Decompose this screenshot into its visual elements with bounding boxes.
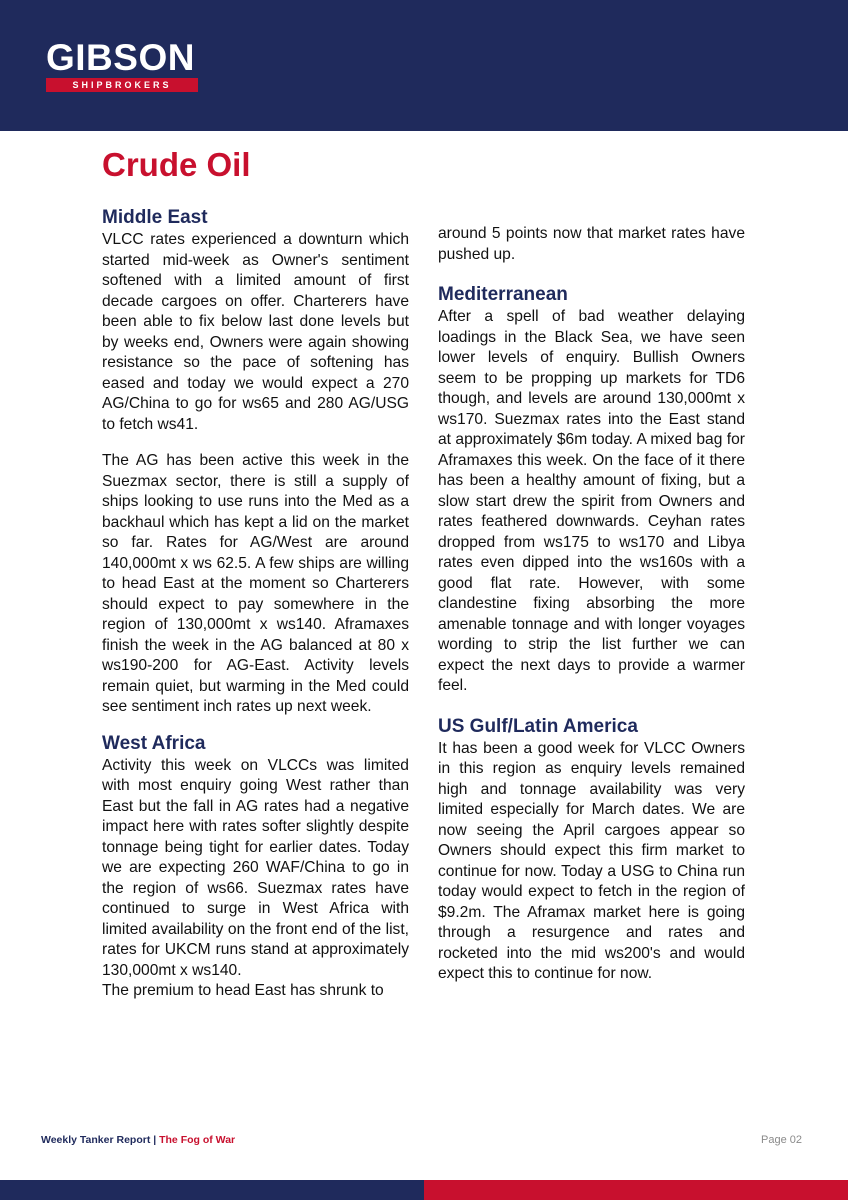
mediterranean-paragraph: After a spell of bad weather delaying loadings in the Black Sea, we have seen lower levels of enquiry. Bullish Owners seem to be propping up markets for TD6 though, and levels are around 130,000mt x ws170. Suezmax rates into the East stand at approximately $6m today. A mixed bag for Aframaxes this week. On the face of it there has been a healthy amount of fixing, but a slow start drew the spirit from Owners and rates feathered downwards. Ceyhan rates dropped from ws175 to ws170 and Libya rates even dipped into the ws160s with a good flat rate. However, with some clandestine fixing absorbing the more amenable tonnage and with longer voyages wording to strip the list further we can expect the next days to provide a warmer feel.: [438, 308, 745, 694]
west-africa-paragraph-2-continued: around 5 points now that market rates have pushed up.: [438, 225, 745, 263]
middle-east-paragraph-1: VLCC rates experienced a downturn which started mid-week as Owner's sentiment softened with a limited amount of first decade cargoes on offer. Charterers have been able to fix below last done levels but by weeks end, Owners were again showing resistance so the pace of softening has eased and today we would expect a 270 AG/China to go for ws65 and 280 AG/USG to fetch ws41.: [102, 231, 409, 433]
header-banner: [0, 0, 848, 131]
left-column: [102, 206, 409, 1002]
logo-subtitle: SHIPBROKERS: [46, 78, 198, 92]
footer-bar-blue: [0, 1180, 424, 1200]
section-heading-us-gulf: US Gulf/Latin America: [438, 715, 638, 737]
west-africa-paragraph-1: Activity this week on VLCCs was limited with most enquiry going West rather than East but the fall in AG rates had a negative impact here with rates softer slightly despite tonnage being tight for earlier dates. Today we are expecting 260 WAF/China to go in the region of ws66. Suezmax rates have continued to surge in West Africa with limited availability on the front end of the list, rates for UKCM runs stand at approximately 130,000mt x ws140.: [102, 756, 409, 979]
footer-edition-title: The Fog of War: [159, 1134, 236, 1146]
west-africa-paragraph-2-start: The premium to head East has shrunk to: [102, 982, 384, 999]
footer-report-title: [41, 1134, 235, 1146]
section-heading-mediterranean: Mediterranean: [438, 284, 568, 305]
footer-separator: |: [150, 1134, 160, 1146]
middle-east-paragraph-2: The AG has been active this week in the Suezmax sector, there is still a supply of ships looking to use runs into the Med as a backhaul which has kept a lid on the market so far. Rates for AG/West are around 140,000mt x ws 62.5. A few ships are willing to head East at the moment so Charterers should expect to pay somewhere in the region of 130,000mt x ws140. Aframaxes finish the week in the AG balanced at 80 x ws190-200 for AG-East. Activity levels remain quiet, but warming in the Med could see sentiment inch rates up next week.: [102, 452, 409, 715]
gibson-logo: [46, 38, 206, 92]
logo-wordmark: GIBSON: [46, 37, 195, 78]
right-column: [438, 224, 745, 985]
page-title: Crude Oil: [102, 146, 251, 183]
page-number: Page 02: [761, 1134, 802, 1146]
us-gulf-paragraph: It has been a good week for VLCC Owners in this region as enquiry levels remained high and tonnage availability was very limited especially for March dates. We are now seeing the April cargoes appear so Owners should expect this firm market to continue for now. Today a USG to China run today would expect to fetch in the region of $9.2m. The Aframax market here is going through a resurgence and rates and rocketed into the mid ws200's and would expect this to continue for now.: [438, 739, 745, 982]
footer-report-name: Weekly Tanker Report: [41, 1134, 151, 1146]
footer-bar-red: [424, 1180, 848, 1200]
section-heading-middle-east: Middle East: [102, 207, 208, 228]
section-heading-west-africa: West Africa: [102, 732, 206, 754]
